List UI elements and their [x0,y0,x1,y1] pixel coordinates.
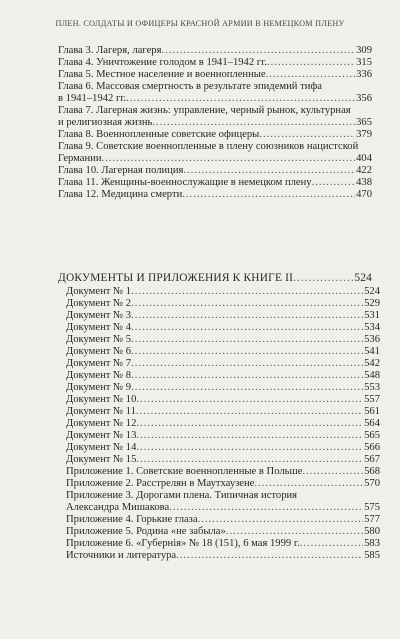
entry-title-line: Приложение 5. Родина «не забыла» [66,526,226,537]
section-title: ДОКУМЕНТЫ И ПРИЛОЖЕНИЯ К КНИГЕ II [58,272,294,284]
toc-entry [66,358,380,370]
entry-page-number: 567 [364,454,380,465]
toc-entry [58,81,372,105]
entry-title-line: Глава 10. Лагерная полиция [58,165,184,176]
entry-title-line: Приложение 4. Горькие глаза [66,514,198,525]
entry-page-number: 561 [364,406,380,417]
entry-page-number: 566 [364,442,380,453]
toc-entry [66,490,380,514]
dot-leader [300,538,363,550]
entry-title-line: и религиозная жизнь [58,117,153,128]
toc-entry [58,189,372,201]
entry-title-line: Глава 6. Массовая смертность в результате эпидемий тифа [58,81,322,92]
entry-title-line: Приложение 3. Дорогами плена. Типичная история [66,490,298,501]
entry-page-number: 580 [364,526,380,537]
dot-leader [136,430,363,442]
dot-leader [126,93,355,105]
entry-title-line: Документ № 7 [66,358,132,369]
entry-page-number: 583 [364,538,380,549]
toc-entry [66,394,380,406]
entry-title-line: Документ № 9 [66,382,132,393]
dot-leader [136,406,363,418]
entry-title-line: Глава 9. Советские военнопленные в плену союзников нацистской [58,141,359,152]
dot-leader [183,165,355,177]
entry-page-number: 577 [364,514,380,525]
section-page: 524 [354,272,372,284]
section-heading [58,272,372,285]
entry-page-number: 422 [356,165,372,176]
dot-leader [136,454,363,466]
dot-leader [131,310,363,322]
entry-title-line: Документ № 11 [66,406,136,417]
entry-title-line: Германии [58,153,102,164]
entry-title-line: Глава 4. Уничтожение голодом в 1941–1942 гг. [58,57,267,68]
entry-title-line: Документ № 6 [66,346,132,357]
toc-entry [66,514,380,526]
dot-leader [176,550,363,562]
entry-page-number: 315 [356,57,372,68]
entry-page-number: 553 [364,382,380,393]
entry-page-number: 585 [364,550,380,561]
dot-leader [131,298,363,310]
toc-entry [66,550,380,562]
toc-entry [66,478,380,490]
dot-leader [267,57,355,69]
dot-leader [136,394,363,406]
dot-leader [131,346,363,358]
toc-entry [66,334,380,346]
entry-page-number: 309 [356,45,372,56]
dot-leader [226,526,363,538]
entry-page-number: 565 [364,430,380,441]
dot-leader [259,129,355,141]
entry-title-line: Приложение 1. Советские военнопленные в Польше [66,466,303,477]
entry-page-number: 404 [356,153,372,164]
dot-leader [131,382,363,394]
entry-title-line: в 1941–1942 гг. [58,93,127,104]
entry-page-number: 575 [364,502,380,513]
entry-title-line: Александра Мишакова [66,502,170,513]
toc-entry [66,346,380,358]
dot-leader [302,466,363,478]
entry-title-line: Документ № 4 [66,322,132,333]
dot-leader [136,442,363,454]
dot-leader [131,358,363,370]
toc-entry [66,286,380,298]
toc-entry [58,165,372,177]
entry-title-line: Глава 12. Медицина смерти [58,189,183,200]
toc-entry [66,538,380,550]
toc-entry [66,442,380,454]
toc-entry [58,141,372,165]
entry-title-line: Глава 7. Лагерная жизнь: управление, черный рынок, культурная [58,105,351,116]
toc-entry [66,466,380,478]
dot-leader [152,117,355,129]
dot-leader [254,478,363,490]
entry-page-number: 365 [356,117,372,128]
entry-title-line: Документ № 10 [66,394,137,405]
toc-entry [66,298,380,310]
toc-entry [66,430,380,442]
toc-entry [66,454,380,466]
entry-title-line: Приложение 2. Расстрелян в Маутхаузене [66,478,255,489]
dot-leader [161,45,355,57]
dot-leader [131,322,363,334]
dot-leader [198,514,364,526]
entry-title-line: Документ № 3 [66,310,132,321]
chapter-list [58,45,372,201]
entry-page-number: 531 [364,310,380,321]
entry-title-line: Документ № 5 [66,334,132,345]
entry-title-line: Глава 11. Женщины-военнослужащие в немецком плену [58,177,312,188]
toc-entry [66,418,380,430]
entry-title-line: Документ № 15 [66,454,137,465]
entry-page-number: 529 [364,298,380,309]
entry-page-number: 570 [364,478,380,489]
running-head: ПЛЕН. СОЛДАТЫ И ОФИЦЕРЫ КРАСНОЙ АРМИИ В НЕМЕЦКОМ ПЛЕНУ [55,19,345,28]
dot-leader [136,418,363,430]
entry-page-number: 568 [364,466,380,477]
entry-page-number: 379 [356,129,372,140]
entry-page-number: 534 [364,322,380,333]
toc-entry [58,105,372,129]
dot-leader [266,69,356,81]
toc-entry [58,57,372,69]
document-list [58,286,380,562]
toc-entry [66,382,380,394]
entry-title-line: Приложение 6. «Губернiя» № 18 (151), 6 мая 1999 г. [66,538,300,549]
entry-title-line: Документ № 12 [66,418,137,429]
dot-leader [312,177,356,189]
toc-entry [66,526,380,538]
entry-page-number: 542 [364,358,380,369]
entry-page-number: 557 [364,394,380,405]
entry-title-line: Глава 3. Лагеря, лагеря [58,45,162,56]
entry-page-number: 438 [356,177,372,188]
entry-title-line: Документ № 13 [66,430,137,441]
toc-entry [58,177,372,189]
toc-entry [66,370,380,382]
entry-page-number: 564 [364,418,380,429]
toc-entry [66,310,380,322]
entry-title-line: Источники и литература [66,550,177,561]
entry-title-line: Документ № 14 [66,442,137,453]
dot-leader [169,502,363,514]
entry-page-number: 548 [364,370,380,381]
dot-leader [182,189,355,201]
entry-title-line: Глава 5. Местное население и военнопленные [58,69,266,80]
dot-leader [102,153,356,165]
entry-page-number: 356 [356,93,372,104]
entry-page-number: 336 [356,69,372,80]
dot-leader [131,370,363,382]
entry-title-line: Документ № 2 [66,298,132,309]
toc-entry [58,45,372,57]
toc-entry [58,69,372,81]
toc-entry [66,406,380,418]
entry-page-number: 470 [356,189,372,200]
entry-title-line: Глава 8. Военнопленные советские офицеры [58,129,260,140]
entry-page-number: 524 [364,286,380,297]
entry-title-line: Документ № 8 [66,370,132,381]
entry-title-line: Документ № 1 [66,286,132,297]
entry-page-number: 536 [364,334,380,345]
toc-entry [58,129,372,141]
dot-leader [131,286,363,298]
entry-page-number: 541 [364,346,380,357]
dot-leader [131,334,363,346]
toc-entry [66,322,380,334]
